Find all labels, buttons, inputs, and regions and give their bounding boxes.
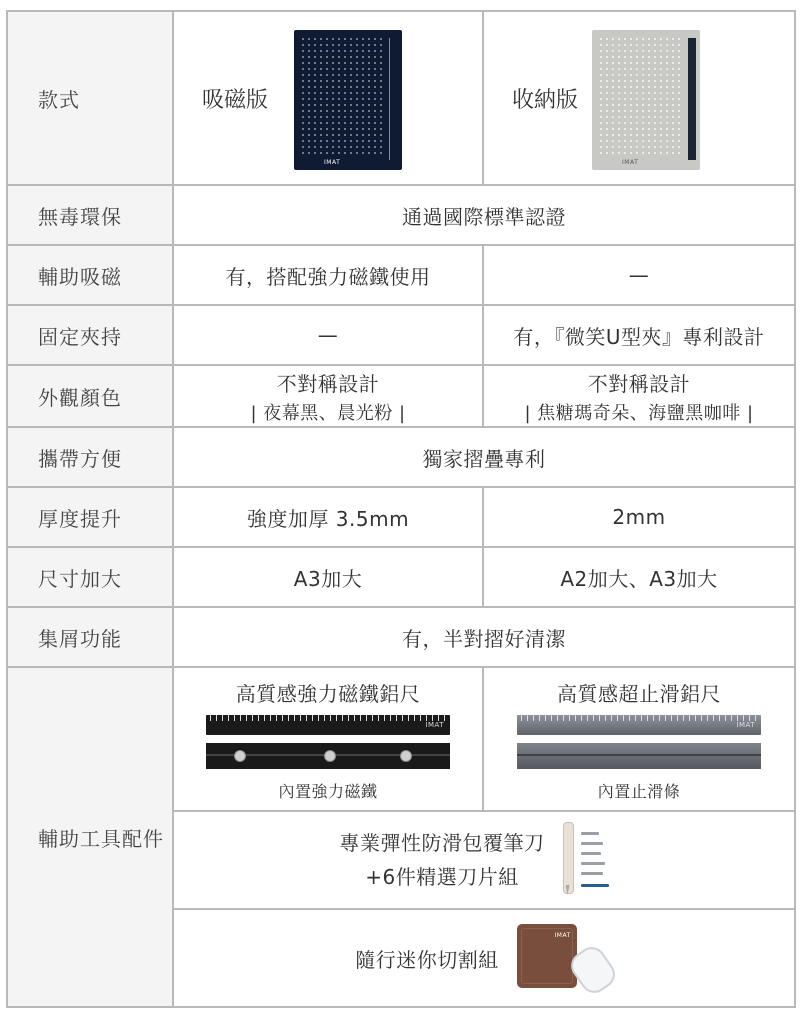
portable-value: 獨家摺疊專利 xyxy=(173,427,795,487)
nonslip-ruler-cell xyxy=(483,667,795,811)
magnetic-version-cell xyxy=(173,11,483,185)
table-row xyxy=(7,365,795,427)
row-label-color: 外觀顏色 xyxy=(7,365,173,427)
knife-set-cell xyxy=(173,811,795,909)
row-label-tools: 輔助工具配件 xyxy=(7,667,173,1007)
magnet-dot xyxy=(400,750,412,762)
magnetic-version-title: 吸磁版 xyxy=(202,87,269,113)
ruler-ticks xyxy=(521,715,757,721)
magnetic-ruler-title: 高質感強力磁鐵鋁尺 xyxy=(235,682,421,706)
blade xyxy=(581,884,609,887)
row-label-thickness: 厚度提升 xyxy=(7,487,173,547)
table-row xyxy=(7,607,795,667)
nonslip-ruler-caption: 內置止滑條 xyxy=(597,782,681,801)
blade xyxy=(581,852,601,855)
row-label-clamp: 固定夾持 xyxy=(7,305,173,365)
blade xyxy=(581,862,605,865)
ruler-brand: IMAT xyxy=(736,721,755,729)
mini-kit-image xyxy=(517,922,613,994)
clamp-value-col2: 有，『微笑U型夾』專利設計 xyxy=(483,305,795,365)
thickness-value-col1: 強度加厚 3.5mm xyxy=(173,487,483,547)
board-logo: IMAT xyxy=(324,159,341,166)
craft-knife xyxy=(563,822,574,894)
knife-set-image xyxy=(559,818,629,902)
magnetic-board-image xyxy=(294,30,402,170)
blade xyxy=(581,832,599,835)
ruler-brand: IMAT xyxy=(425,721,444,729)
table-row xyxy=(7,185,795,245)
color-design-text: 不對稱設計 xyxy=(276,371,380,396)
row-label-size: 尺寸加大 xyxy=(7,547,173,607)
ruler-groove xyxy=(517,754,761,756)
magnet-value-col2: — xyxy=(483,245,795,305)
nontoxic-value: 通過國際標準認證 xyxy=(173,185,795,245)
row-label-portable: 攜帶方便 xyxy=(7,427,173,487)
debris-value: 有，半對摺好清潔 xyxy=(173,607,795,667)
table-row xyxy=(7,245,795,305)
row-label-nontoxic: 無毒環保 xyxy=(7,185,173,245)
color-options-text: | 夜幕黑、晨光粉 | xyxy=(250,402,406,424)
comparison-table xyxy=(6,10,796,1008)
magnet-value-col1: 有，搭配強力磁鐵使用 xyxy=(173,245,483,305)
table-row xyxy=(7,487,795,547)
mini-board-logo: IMAT xyxy=(554,932,571,939)
magnet-dot xyxy=(324,750,336,762)
magnetic-ruler-image xyxy=(206,715,450,769)
magnetic-ruler-caption: 內置強力磁鐵 xyxy=(278,782,378,801)
blade xyxy=(581,872,603,875)
mini-kit-text: 隨行迷你切割組 xyxy=(355,947,499,972)
ruler-bottom-view xyxy=(517,743,761,769)
ruler-top-view xyxy=(206,715,450,735)
table-row xyxy=(7,547,795,607)
mini-cutting-board xyxy=(517,924,577,988)
row-label-magnet: 輔助吸磁 xyxy=(7,245,173,305)
color-value-col1 xyxy=(173,365,483,427)
board-dot-grid xyxy=(300,36,386,156)
knife-set-line2: +6件精選刀片組 xyxy=(365,865,519,889)
ruler-bottom-view xyxy=(206,743,450,769)
nonslip-ruler-image xyxy=(517,715,761,769)
knife-set-text xyxy=(340,826,545,894)
table-row xyxy=(7,427,795,487)
nonslip-ruler-title: 高質感超止滑鋁尺 xyxy=(557,682,721,706)
row-label-style: 款式 xyxy=(7,11,173,185)
knife-set-content xyxy=(174,814,794,906)
ruler-top-view xyxy=(517,715,761,735)
mini-kit-content xyxy=(174,922,794,994)
ruler-ticks xyxy=(210,715,446,721)
row-label-debris: 集屑功能 xyxy=(7,607,173,667)
color-value-col2 xyxy=(483,365,795,427)
color-design-text: 不對稱設計 xyxy=(587,371,691,396)
clamp-value-col1: — xyxy=(173,305,483,365)
table-row xyxy=(7,667,795,811)
size-value-col1: A3加大 xyxy=(173,547,483,607)
table-row xyxy=(7,11,795,185)
board-ruler-scale xyxy=(688,38,696,160)
storage-version-title: 收納版 xyxy=(512,87,579,113)
magnetic-ruler-cell xyxy=(173,667,483,811)
magnet-dot xyxy=(234,750,246,762)
board-logo: IMAT xyxy=(622,159,639,166)
storage-version-cell xyxy=(483,11,795,185)
color-options-text: | 焦糖瑪奇朵、海鹽黑咖啡 | xyxy=(524,402,754,424)
thickness-value-col2: 2mm xyxy=(483,487,795,547)
storage-board-image xyxy=(592,30,700,170)
table-row xyxy=(7,305,795,365)
mini-kit-cell xyxy=(173,909,795,1007)
board-ruler-scale xyxy=(389,38,398,160)
size-value-col2: A2加大、A3加大 xyxy=(483,547,795,607)
knife-set-line1: 專業彈性防滑包覆筆刀 xyxy=(339,831,545,855)
board-dot-grid xyxy=(598,36,684,156)
blade xyxy=(581,842,603,845)
